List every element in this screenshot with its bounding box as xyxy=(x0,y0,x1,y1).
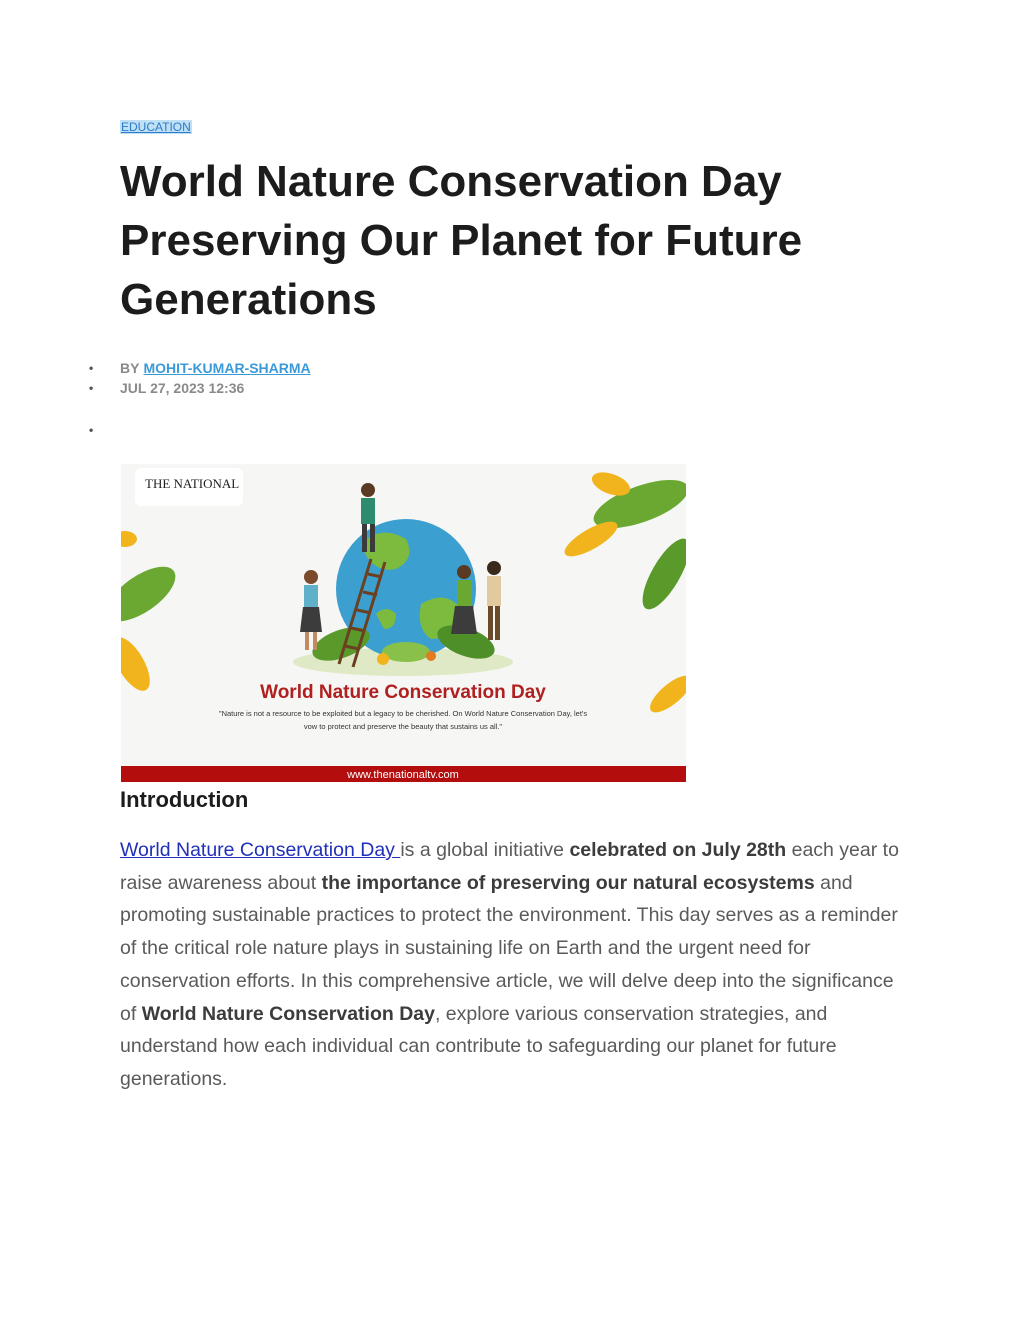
bold-text: the importance of preserving our natural ecosystems xyxy=(321,871,815,894)
conservation-day-link[interactable]: World Nature Conservation Day xyxy=(120,839,401,861)
article-meta xyxy=(0,358,311,440)
bullet-icon: • xyxy=(89,381,94,395)
paragraph-text: and promoting sustainable practices to protect the environment. This day serves as a reminder of the critical role nature plays in sustaining life on Earth and the urgent need for conservation efforts. In this comprehensive article, we will delve deep into the significance of xyxy=(120,871,898,1025)
bold-text: celebrated on July 28th xyxy=(569,839,787,861)
bold-text: World Nature Conservation Day xyxy=(141,1002,435,1025)
hero-image xyxy=(121,464,686,782)
bullet-icon: • xyxy=(89,361,94,375)
article-title: World Nature Conservation Day Preserving Our Planet for Future Generations xyxy=(120,157,803,324)
bullet-icon: • xyxy=(89,423,94,437)
paragraph-text: is a global initiative xyxy=(400,839,570,861)
paragraph-text: , explore various conservation strategies, and understand how each individual can contribute to safeguarding our planet for future generations. xyxy=(120,1002,837,1090)
empty-list-item xyxy=(0,420,311,440)
author-line xyxy=(0,358,311,378)
date-line xyxy=(0,378,311,398)
by-label: BY xyxy=(120,360,140,376)
section-heading-introduction: Introduction xyxy=(120,787,249,812)
author-link[interactable]: MOHIT-KUMAR-SHARMA xyxy=(143,360,311,376)
hero-quote-line1: "Nature is not a resource to be exploited but a legacy to be cherished. On World Nature Conservation Day, let's xyxy=(218,709,588,718)
intro-paragraph xyxy=(120,834,910,1096)
publish-date: JUL 27, 2023 12:36 xyxy=(120,380,245,396)
category-link[interactable]: EDUCATION xyxy=(121,120,191,134)
paragraph-text: each year to raise awareness about xyxy=(120,839,899,894)
hero-heading: World Nature Conservation Day xyxy=(260,682,546,703)
logo-text: THE NATIONAL xyxy=(145,476,240,491)
hero-url: www.thenationaltv.com xyxy=(347,769,459,781)
hero-quote-line2: vow to protect and preserve the beauty that sustains us all." xyxy=(303,722,503,731)
